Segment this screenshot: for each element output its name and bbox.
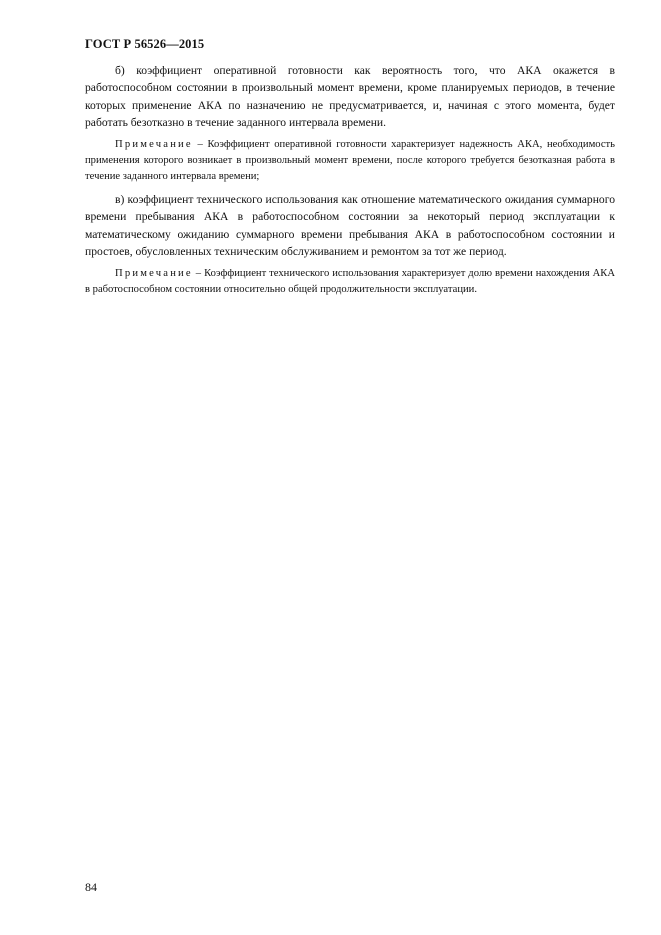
note-text: – Коэффициент оперативной готовности характеризует надежность АКА, необходимость применения которого возникает в произвольный момент времени, после которого требуется безотказная работа в течение заданного интервала времени;	[85, 139, 615, 183]
paragraph-v: в) коэффициент технического использования как отношение математического ожидания суммарного времени пребывания АКА в работоспособном состоянии за некоторый период эксплуатации к математическому ожиданию суммарного времени пребывания АКА в работоспособном состоянии и простоев, обусловленных техническим обслуживанием и ремонтом за тот же период.	[85, 193, 615, 259]
note-label: Примечание	[115, 139, 193, 151]
page-number: 84	[85, 880, 97, 894]
note-technical-use	[85, 266, 615, 298]
note-operational-readiness	[85, 137, 615, 185]
document-body	[85, 62, 615, 304]
note-label: Примечание	[115, 268, 193, 280]
document-header: ГОСТ Р 56526—2015	[85, 37, 205, 51]
note-text: – Коэффициент технического использования характеризует долю времени нахождения АКА в работоспособном состоянии относительно общей продолжительности эксплуатации.	[85, 268, 615, 296]
paragraph-b: б) коэффициент оперативной готовности как вероятность того, что АКА окажется в работоспособном состоянии в произвольный момент времени, кроме планируемых периодов, в течение которых применение АКА по назначению не предусматривается, и, начиная с этого момента, будет работать безотказно в течение заданного интервала времени.	[85, 64, 615, 129]
